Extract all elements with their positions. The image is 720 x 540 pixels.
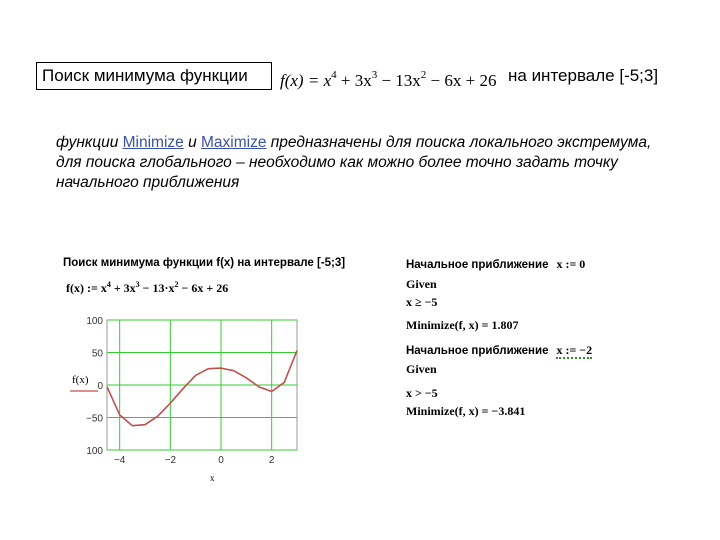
x-tick-label: 0 — [218, 455, 224, 466]
minimize-link[interactable]: Minimize — [122, 134, 184, 151]
grid-lines — [107, 320, 297, 450]
constraint-2: x > −5 — [406, 386, 438, 400]
function-curve — [107, 351, 297, 426]
page-title: Поиск минимума функции — [42, 66, 248, 85]
given-2: Given — [406, 362, 437, 376]
y-tick-label: 50 — [91, 348, 103, 360]
y-axis-label: f(x) — [72, 374, 89, 386]
interval-label: на интервале [-5;3] — [508, 66, 659, 85]
mathcad-function-definition: f(x) := $x^4 + 3x^3 - 13\cdot x^2 - 6x + 26$ — [66, 280, 229, 295]
y-tick-label: 0 — [97, 381, 103, 392]
assign-2[interactable]: x := −2 — [556, 343, 593, 357]
initial-approx-1: Начальное приближение x := 0 — [406, 257, 586, 271]
given-1: Given — [406, 277, 437, 291]
y-tick-label: 100 — [86, 446, 103, 457]
function-formula: $f(x) = x^4 + 3x^3 - 13x^2 - 6x + 26$ — [280, 69, 497, 90]
y-tick-label: 100 — [86, 316, 103, 327]
page-title-box — [36, 62, 272, 90]
x-tick-label: −4 — [113, 455, 126, 466]
x-axis-label: x — [210, 473, 215, 483]
mathcad-title: Поиск минимума функции f(x) на интервале [-5;3] — [63, 257, 346, 269]
constraint-1: x ≥ −5 — [406, 295, 438, 309]
y-tick-label: −50 — [86, 413, 103, 425]
curve-layer — [107, 351, 297, 426]
initial-approx-2: Начальное приближение x := −2 — [406, 343, 593, 357]
x-tick-label: 2 — [268, 455, 275, 466]
maximize-link[interactable]: Maximize — [201, 134, 267, 151]
minimize-result-2: Minimize(f, x) = −3.841 — [406, 404, 526, 418]
x-tick-label: −2 — [164, 455, 177, 466]
assign-1[interactable]: x := 0 — [556, 257, 586, 271]
function-graph[interactable] — [62, 305, 312, 490]
description-text: функции Minimize и Maximize предназначены для поиска локального экстремума, для поиска глобального – необходимо как можно более точно задать точку начального приближения — [56, 134, 652, 191]
minimize-result-1: Minimize(f, x) = 1.807 — [406, 318, 519, 332]
